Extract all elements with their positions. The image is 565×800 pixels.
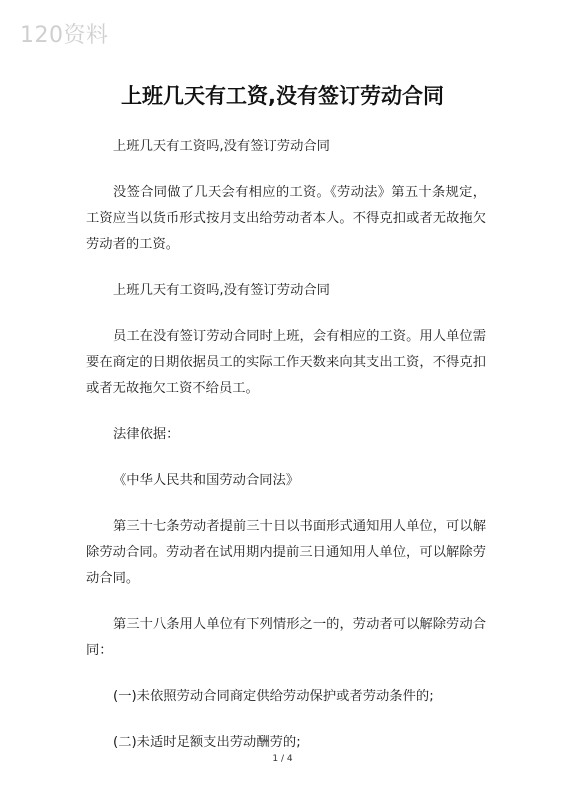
paragraph: 没签合同做了几天会有相应的工资。《劳动法》第五十条规定，工资应当以货币形式按月支出给劳动者本人。不得克扣或者无故拖欠劳动者的工资。 [86,185,486,252]
paragraph: 第三十七条劳动者提前三十日以书面形式通知用人单位，可以解除劳动合同。劳动者在试用期内提前三日通知用人单位，可以解除劳动合同。 [86,519,486,586]
paragraph: 法律依据： [113,427,180,442]
paragraph: 上班几天有工资吗,没有签订劳动合同 [113,283,330,298]
paragraph: 上班几天有工资吗,没有签订劳动合同 [113,139,330,154]
watermark-text: 120资料 [20,23,109,48]
paragraph: 第三十八条用人单位有下列情形之一的，劳动者可以解除劳动合同： [86,617,486,658]
page-indicator: 1 / 4 [272,754,293,764]
paragraph: (一)未依照劳动合同商定供给劳动保护或者劳动条件的; [113,689,434,704]
document-title: 上班几天有工资,没有签订劳动合同 [121,84,444,108]
paragraph: 《中华人民共和国劳动合同法》 [113,473,300,488]
document-body [86,134,486,776]
paragraph: (二)未适时足额支出劳动酬劳的; [113,735,301,750]
paragraph: 员工在没有签订劳动合同时上班，会有相应的工资。用人单位需要在商定的日期依据员工的实际工作天数来向其支出工资，不得克扣或者无故拖欠工资不给员工。 [86,329,486,396]
